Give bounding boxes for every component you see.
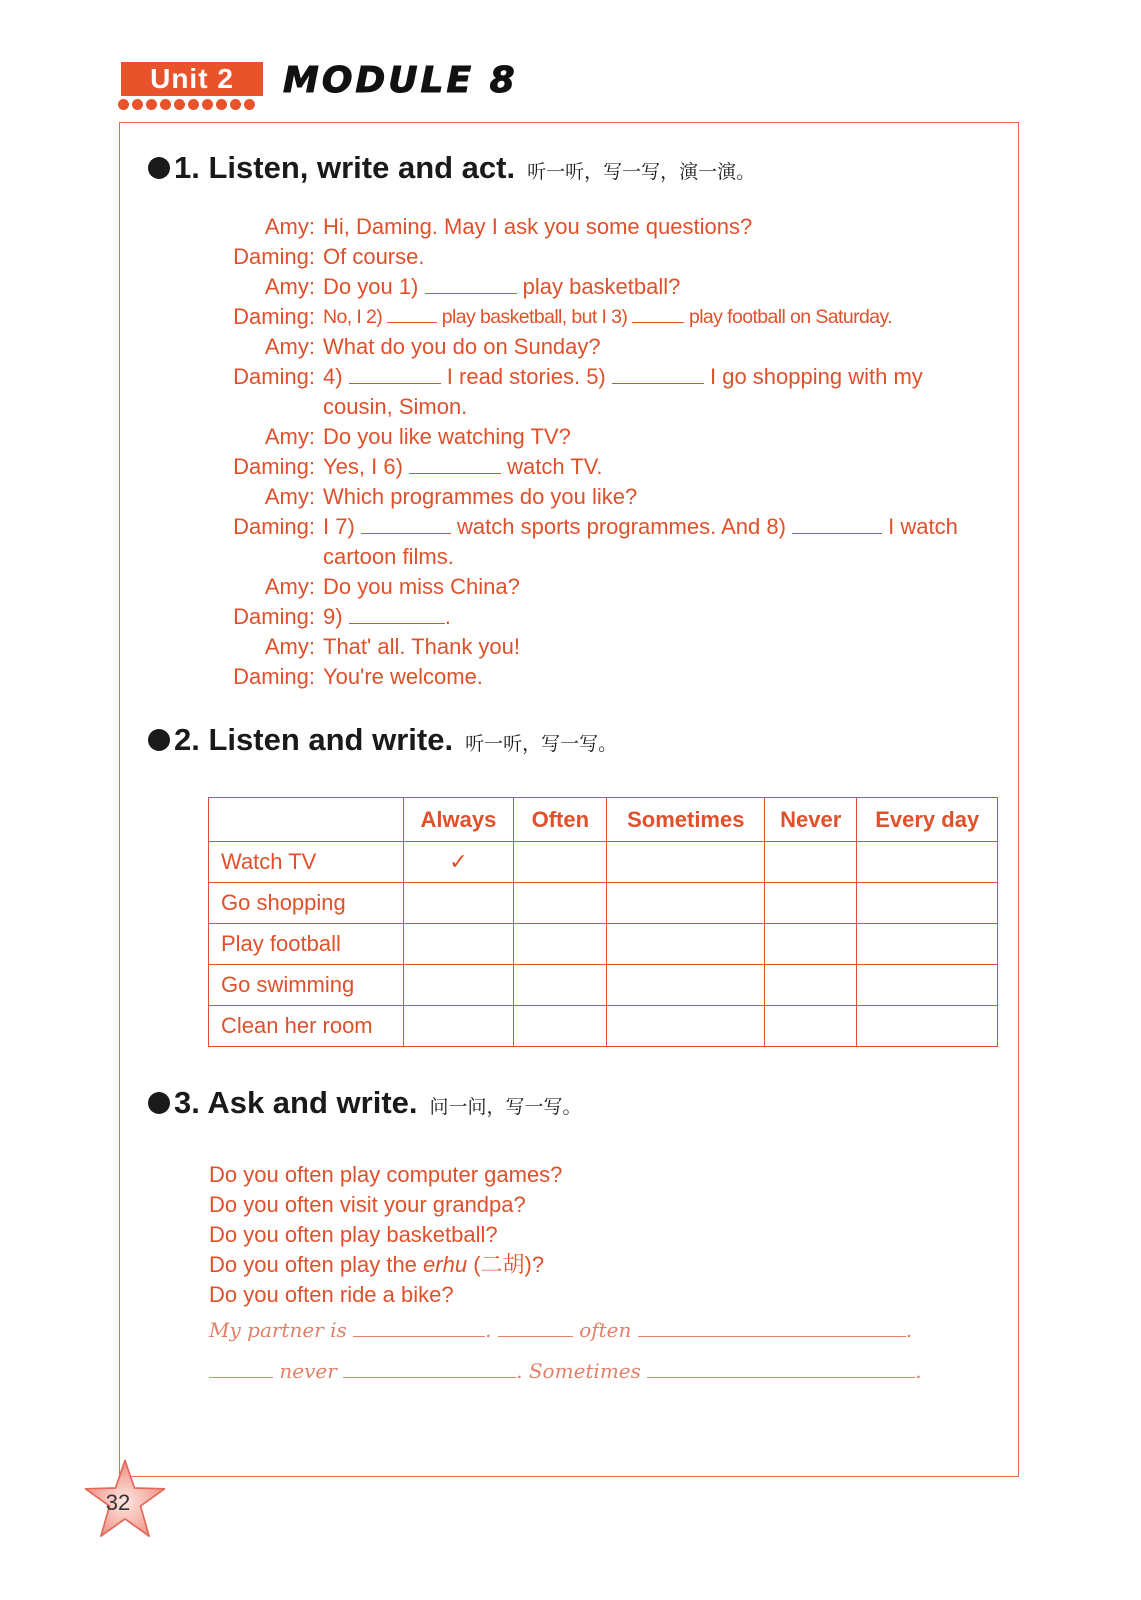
- dialogue-line: [180, 392, 1020, 422]
- answer-blank-4[interactable]: [349, 363, 441, 384]
- section-3-title: [148, 1085, 582, 1121]
- page-number: 32: [105, 1490, 131, 1515]
- speaker-label: Daming:: [233, 364, 315, 389]
- speaker-label: [180, 392, 323, 422]
- question-item: Do you often play the erhu (二胡)?: [209, 1252, 545, 1277]
- dialogue: [180, 212, 1020, 692]
- row-label: Clean her room: [209, 1006, 404, 1047]
- sometimes-activity-blank[interactable]: [647, 1361, 915, 1378]
- speech-text: 9) .: [323, 604, 451, 629]
- section-3-heading: 3. Ask and write.: [174, 1085, 418, 1120]
- table-cell[interactable]: [403, 924, 513, 965]
- speaker-label: Amy:: [264, 334, 315, 359]
- answer-blank-5[interactable]: [612, 363, 704, 384]
- dialogue-line: [180, 212, 1020, 242]
- table-cell[interactable]: [765, 842, 857, 883]
- table-row: [209, 1006, 998, 1047]
- speech-text: cousin, Simon.: [323, 394, 468, 419]
- dialogue-line: [180, 362, 1020, 392]
- dialogue-line: [180, 572, 1020, 602]
- table-cell[interactable]: [765, 883, 857, 924]
- table-header-row: [209, 798, 998, 842]
- module-title: MODULE 8: [283, 60, 518, 101]
- answer-line-1: My partner is . often .: [209, 1318, 913, 1342]
- speaker-label: Daming:: [233, 604, 315, 629]
- dialogue-line: [180, 452, 1020, 482]
- dialogue-line: [180, 242, 1020, 272]
- speech-text: Yes, I 6) watch TV.: [323, 454, 603, 479]
- speaker-label: Amy:: [264, 574, 315, 599]
- table-cell[interactable]: [514, 883, 607, 924]
- table-cell[interactable]: [857, 924, 998, 965]
- table-cell[interactable]: [607, 842, 765, 883]
- table-row: [209, 924, 998, 965]
- column-header: [209, 798, 404, 842]
- table-cell[interactable]: [857, 1006, 998, 1047]
- question-item: Do you often play computer games?: [209, 1162, 563, 1187]
- bullet-icon: [148, 729, 170, 751]
- row-label: Go swimming: [209, 965, 404, 1006]
- question-list: [209, 1160, 562, 1310]
- column-header: Every day: [857, 798, 998, 842]
- speech-text: Do you like watching TV?: [323, 424, 571, 449]
- dialogue-line: [180, 302, 1020, 332]
- section-1-heading: 1. Listen, write and act.: [174, 150, 516, 185]
- erhu-word: erhu: [423, 1252, 468, 1277]
- table-cell[interactable]: [514, 1006, 607, 1047]
- speaker-label: Daming:: [233, 304, 315, 329]
- question-item: Do you often ride a bike?: [209, 1282, 454, 1307]
- speech-text: What do you do on Sunday?: [323, 334, 601, 359]
- speech-text: No, I 2) play basketball, but I 3) play football on Saturday.: [323, 302, 892, 332]
- dialogue-line: [180, 272, 1020, 302]
- table-cell[interactable]: [514, 924, 607, 965]
- table-cell[interactable]: [514, 965, 607, 1006]
- question-item: Do you often visit your grandpa?: [209, 1192, 526, 1217]
- column-header: Sometimes: [607, 798, 765, 842]
- answer-blank-2[interactable]: [387, 302, 437, 323]
- speaker-label: Daming:: [233, 454, 315, 479]
- speech-text: Do you miss China?: [323, 574, 520, 599]
- speech-text: Do you 1) play basketball?: [323, 274, 681, 299]
- often-activity-blank[interactable]: [638, 1320, 906, 1337]
- section-1-title: [148, 150, 755, 186]
- speech-text: I 7) watch sports programmes. And 8) I watch: [323, 514, 958, 539]
- table-cell[interactable]: [403, 965, 513, 1006]
- table-cell[interactable]: [607, 965, 765, 1006]
- unit-badge: Unit 2: [121, 62, 263, 96]
- dialogue-line: [180, 422, 1020, 452]
- dialogue-line: [180, 662, 1020, 692]
- speech-text: 4) I read stories. 5) I go shopping with my: [323, 364, 923, 389]
- table-cell[interactable]: [765, 924, 857, 965]
- table-cell[interactable]: [403, 1006, 513, 1047]
- column-header: Always: [403, 798, 513, 842]
- bullet-icon: [148, 1092, 170, 1114]
- question-item: Do you often play basketball?: [209, 1222, 498, 1247]
- speaker-label: Amy:: [264, 424, 315, 449]
- answer-blank-8[interactable]: [792, 513, 882, 534]
- speaker-label: Daming:: [233, 244, 315, 269]
- table-cell[interactable]: [857, 883, 998, 924]
- section-2-heading-zh: 听一听，写一写。: [465, 733, 618, 755]
- answer-line-2: never . Sometimes .: [209, 1359, 922, 1383]
- dialogue-line: [180, 542, 1020, 572]
- section-3-heading-zh: 问一问，写一写。: [429, 1096, 582, 1118]
- speech-text: Which programmes do you like?: [323, 484, 638, 509]
- speaker-label: Daming:: [233, 664, 315, 689]
- section-1-heading-zh: 听一听，写一写，演一演。: [527, 161, 756, 183]
- partner-name-blank[interactable]: [353, 1320, 485, 1337]
- dialogue-line: [180, 632, 1020, 662]
- table-cell[interactable]: [403, 883, 513, 924]
- speech-text: You're welcome.: [323, 664, 483, 689]
- table-cell[interactable]: [857, 842, 998, 883]
- decorative-dots: [118, 99, 255, 110]
- row-label: Go shopping: [209, 883, 404, 924]
- speaker-label: Amy:: [264, 214, 315, 239]
- speech-text: That' all. Thank you!: [323, 634, 521, 659]
- dialogue-line: [180, 482, 1020, 512]
- table-cell[interactable]: [607, 1006, 765, 1047]
- answer-blank-7[interactable]: [361, 513, 451, 534]
- table-row: [209, 842, 998, 883]
- speaker-label: Amy:: [264, 274, 315, 299]
- answer-blank-3[interactable]: [632, 302, 684, 323]
- table-cell[interactable]: [607, 883, 765, 924]
- table-cell[interactable]: [765, 965, 857, 1006]
- speech-text: Hi, Daming. May I ask you some questions?: [323, 214, 753, 239]
- row-label: Watch TV: [209, 842, 404, 883]
- speech-text: cartoon films.: [323, 544, 454, 569]
- table-cell[interactable]: ✓: [403, 842, 513, 883]
- speaker-label: Amy:: [264, 634, 315, 659]
- speaker-label: [180, 542, 323, 572]
- section-2-title: [148, 722, 617, 758]
- row-label: Play football: [209, 924, 404, 965]
- bullet-icon: [148, 157, 170, 179]
- answer-blank-1[interactable]: [425, 273, 517, 294]
- column-header: Never: [765, 798, 857, 842]
- dialogue-line: [180, 512, 1020, 542]
- table-row: [209, 965, 998, 1006]
- table-cell[interactable]: [765, 1006, 857, 1047]
- dialogue-line: [180, 332, 1020, 362]
- answer-blank-6[interactable]: [409, 453, 501, 474]
- speaker-label: Daming:: [233, 514, 315, 539]
- pronoun-blank[interactable]: [498, 1320, 573, 1337]
- answer-blank-9[interactable]: [349, 603, 445, 624]
- section-2-heading: 2. Listen and write.: [174, 722, 454, 757]
- dialogue-line: [180, 602, 1020, 632]
- pronoun-blank[interactable]: [209, 1361, 273, 1378]
- table-row: [209, 883, 998, 924]
- frequency-table: [208, 797, 998, 1047]
- table-cell[interactable]: [857, 965, 998, 1006]
- speaker-label: Amy:: [264, 484, 315, 509]
- speech-text: Of course.: [323, 244, 425, 269]
- table-cell[interactable]: [607, 924, 765, 965]
- never-activity-blank[interactable]: [343, 1361, 516, 1378]
- table-cell[interactable]: [514, 842, 607, 883]
- column-header: Often: [514, 798, 607, 842]
